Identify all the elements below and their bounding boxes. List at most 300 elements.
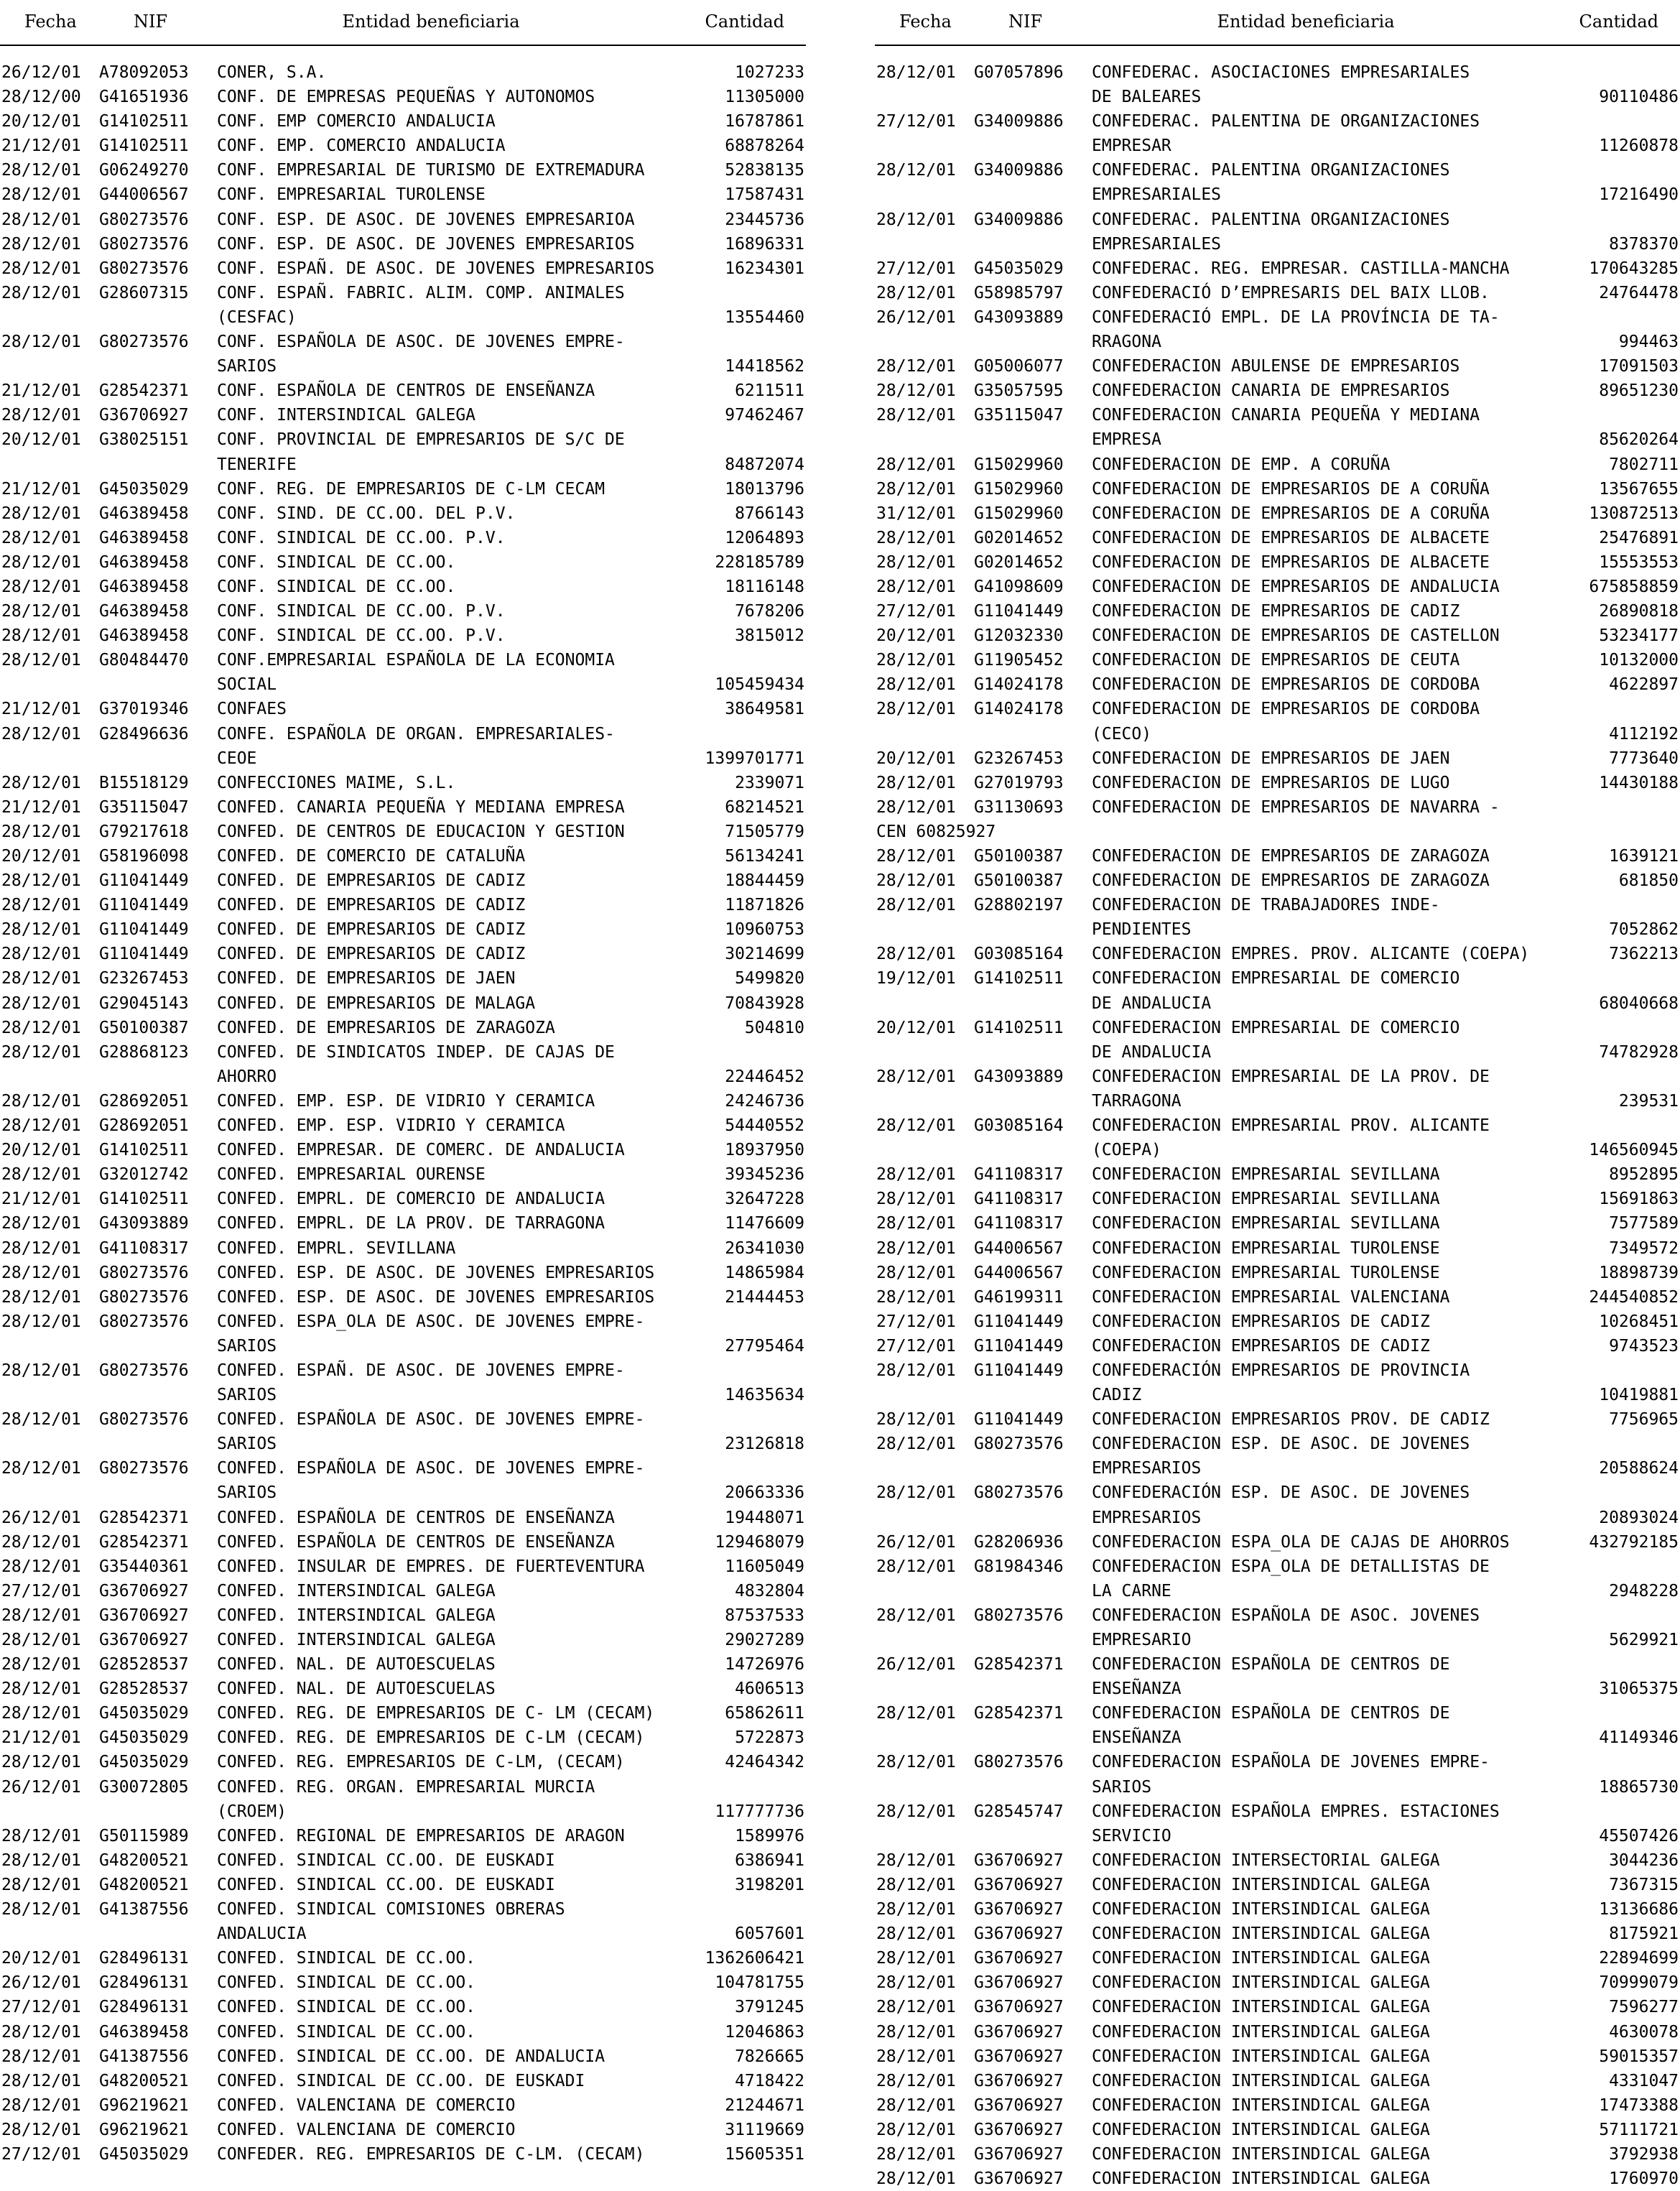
cell-fecha: 28/12/01 xyxy=(0,917,99,942)
cell-cantidad: 12046863 xyxy=(475,2020,806,2044)
cell-nif: G45035029 xyxy=(99,1750,217,1774)
cell-nif: G28496636 xyxy=(99,722,217,771)
cell-nif: G11041449 xyxy=(974,1358,1092,1407)
cell-nif: G81984346 xyxy=(974,1555,1092,1603)
table-row xyxy=(0,1016,806,1040)
cell-nif: G45035029 xyxy=(99,1701,217,1726)
cell-nif: G45035029 xyxy=(99,477,217,501)
cell-cantidad: 17473388 xyxy=(1430,2093,1680,2118)
cell-entidad: CONFEDERACION CANARIA DE EMPRESARIOS xyxy=(1092,379,1450,403)
cell-cantidad: 21244671 xyxy=(515,2093,806,2118)
table-row xyxy=(0,2093,806,2118)
cell-nif: G44006567 xyxy=(974,1261,1092,1285)
cell-cantidad: 23445736 xyxy=(635,208,806,232)
cell-entidad: CONFED. EMPRL. SEVILLANA xyxy=(217,1236,455,1261)
cell-cantidad: 228185789 xyxy=(455,550,806,575)
table-row xyxy=(875,379,1680,403)
cell-nif: G28545747 xyxy=(974,1799,1092,1848)
cell-fecha: 28/12/01 xyxy=(875,1261,974,1285)
cell-entidad: CONFEDERACION INTERSINDICAL GALEGA xyxy=(1092,1946,1430,1970)
cell-cantidad: 3791245 xyxy=(475,1995,806,2019)
cell-cantidad: 129468079 xyxy=(615,1530,806,1555)
cell-nif: G41108317 xyxy=(974,1211,1092,1236)
cell-fecha: 20/12/01 xyxy=(0,1946,99,1970)
cell-fecha: 28/12/01 xyxy=(0,2118,99,2142)
cell-nif: G44006567 xyxy=(974,1236,1092,1261)
cell-fecha: 28/12/01 xyxy=(0,2093,99,2118)
cell-cantidad: 7756965 xyxy=(1490,1407,1680,1432)
cell-entidad: CONFEDERACION EMPRESARIAL TUROLENSE xyxy=(1092,1261,1440,1285)
table-row xyxy=(0,1628,806,1652)
cell-fecha: 21/12/01 xyxy=(0,1726,99,1750)
cell-nif: G80273576 xyxy=(99,1407,217,1456)
table-row xyxy=(0,942,806,966)
cell-cantidad: 20588624 xyxy=(1470,1456,1680,1481)
cell-fecha: 28/12/01 xyxy=(0,722,99,771)
cell-nif: G32012742 xyxy=(99,1162,217,1187)
cell-cantidad: 13567655 xyxy=(1490,477,1680,501)
cell-cantidad: 15691863 xyxy=(1440,1187,1680,1211)
table-row xyxy=(875,672,1680,697)
cell-fecha: 28/12/01 xyxy=(875,672,974,697)
cell-entidad: CONFED. CANARIA PEQUEÑA Y MEDIANA EMPRESA xyxy=(217,795,625,820)
cell-nif: G31130693 xyxy=(974,795,1092,820)
cell-cantidad: 84872074 xyxy=(625,453,806,477)
cell-entidad: CONFED. SINDICAL DE CC.OO. DE EUSKADI xyxy=(217,2069,585,2093)
table-row xyxy=(875,2069,1680,2093)
cell-fecha: 28/12/01 xyxy=(875,1407,974,1432)
cell-fecha: 28/12/00 xyxy=(0,85,99,109)
cell-entidad: CONFEDERACION DE EMPRESARIOS DE CORDOBA xyxy=(1092,672,1480,697)
cell-entidad: CONFED. INSULAR DE EMPRES. DE FUERTEVENTURA xyxy=(217,1555,644,1579)
table-row xyxy=(0,1579,806,1603)
cell-nif: G11041449 xyxy=(99,868,217,893)
cell-fecha: 28/12/01 xyxy=(875,697,974,746)
table-row xyxy=(875,1922,1680,1946)
cell-fecha: 28/12/01 xyxy=(0,1897,99,1946)
table-row xyxy=(0,991,806,1016)
cell-fecha: 28/12/01 xyxy=(875,1873,974,1897)
cell-fecha: 28/12/01 xyxy=(875,1750,974,1799)
cell-entidad: CONFEDERACION INTERSINDICAL GALEGA xyxy=(1092,2020,1430,2044)
cell-entidad: CONFEDERACION INTERSECTORIAL GALEGA xyxy=(1092,1848,1440,1873)
cell-fecha: 28/12/01 xyxy=(0,256,99,281)
cell-cantidad: 1760970 xyxy=(1430,2167,1680,2191)
cell-cantidad: 39345236 xyxy=(486,1162,806,1187)
table-row xyxy=(0,1407,806,1456)
cell-nif: G28496131 xyxy=(99,1946,217,1970)
table-row xyxy=(875,109,1680,158)
cell-entidad: CONFAES xyxy=(217,697,287,721)
cell-nif: G34009886 xyxy=(974,158,1092,207)
cell-cantidad: 17091503 xyxy=(1459,354,1680,379)
cell-entidad: CONFED. SINDICAL DE CC.OO. xyxy=(217,1995,475,2019)
table-row xyxy=(0,232,806,256)
cell-fecha: 21/12/01 xyxy=(0,134,99,158)
cell-fecha: 28/12/01 xyxy=(875,1970,974,1995)
cell-fecha: 28/12/01 xyxy=(875,1162,974,1187)
cell-cantidad: 1639121 xyxy=(1490,844,1680,868)
cell-nif: G03085164 xyxy=(974,942,1092,966)
cell-entidad: CONFED. EMPRESAR. DE COMERC. DE ANDALUCIA xyxy=(217,1138,625,1162)
cell-entidad: CONFEDER. REG. EMPRESARIOS DE C-LM. (CECAM) xyxy=(217,2142,644,2167)
cell-fecha: 28/12/01 xyxy=(0,624,99,648)
cell-fecha: 28/12/01 xyxy=(875,1922,974,1946)
cell-entidad: CONF. EMPRESARIAL TUROLENSE xyxy=(217,182,486,207)
cell-cantidad: 31119669 xyxy=(515,2118,806,2142)
table-row xyxy=(875,1285,1680,1310)
cell-nif: G48200521 xyxy=(99,2069,217,2093)
cell-continuation: CEN 60825927 xyxy=(875,820,1680,844)
cell-cantidad: 70999079 xyxy=(1430,1970,1680,1995)
cell-cantidad: 97462467 xyxy=(475,403,806,427)
cell-fecha: 28/12/01 xyxy=(875,1603,974,1652)
cell-nif: G14102511 xyxy=(99,134,217,158)
cell-fecha: 28/12/01 xyxy=(0,232,99,256)
table-row xyxy=(0,893,806,917)
cell-nif: G11041449 xyxy=(99,917,217,942)
table-row xyxy=(875,1187,1680,1211)
table-row xyxy=(875,1652,1680,1701)
cell-fecha: 28/12/01 xyxy=(875,2093,974,2118)
cell-nif: G14024178 xyxy=(974,672,1092,697)
cell-nif: G36706927 xyxy=(974,2069,1092,2093)
table-row xyxy=(875,1848,1680,1873)
cell-entidad: CONF. ESP. DE ASOC. DE JOVENES EMPRESARIOA xyxy=(217,208,635,232)
cell-entidad: CONF. ESPAÑOLA DE CENTROS DE ENSEÑANZA xyxy=(217,379,595,403)
cell-cantidad: 14726976 xyxy=(496,1652,806,1677)
cell-entidad: CONFEDERACION ESPAÑOLA DE JOVENES EMPRE- SARIOS xyxy=(1092,1750,1490,1799)
cell-entidad: CONFEDERACION INTERSINDICAL GALEGA xyxy=(1092,2044,1430,2069)
cell-cantidad: 31065375 xyxy=(1450,1677,1680,1701)
table-row xyxy=(0,477,806,501)
header-nif: NIF xyxy=(134,11,167,32)
cell-entidad: CONFEDERAC. PALENTINA DE ORGANIZACIONES EMPRESAR xyxy=(1092,109,1480,158)
cell-entidad: CONER, S.A. xyxy=(217,60,326,85)
table-row xyxy=(0,1970,806,1995)
cell-nif: G43093889 xyxy=(99,1211,217,1236)
cell-entidad: CONFEDERACION EMPRES. PROV. ALICANTE (COEPA) xyxy=(1092,942,1529,966)
cell-fecha: 31/12/01 xyxy=(875,501,974,526)
cell-nif: G36706927 xyxy=(974,2044,1092,2069)
cell-entidad: CONF. ESP. DE ASOC. DE JOVENES EMPRESARIOS xyxy=(217,232,635,256)
cell-entidad: CONFED. DE EMPRESARIOS DE MALAGA xyxy=(217,991,535,1016)
cell-nif: G28802197 xyxy=(974,893,1092,942)
cell-entidad: CONFEDERACION DE EMPRESARIOS DE CEUTA xyxy=(1092,648,1459,672)
cell-fecha: 28/12/01 xyxy=(0,1358,99,1407)
cell-nif: G07057896 xyxy=(974,60,1092,109)
cell-nif: G15029960 xyxy=(974,501,1092,526)
cell-cantidad: 87537533 xyxy=(496,1603,806,1628)
cell-nif: G80273576 xyxy=(974,1750,1092,1799)
cell-nif: G34009886 xyxy=(974,109,1092,158)
cell-cantidad: 7596277 xyxy=(1430,1995,1680,2019)
cell-fecha: 21/12/01 xyxy=(0,1187,99,1211)
cell-nif: G14102511 xyxy=(974,966,1092,1015)
cell-nif: G28528537 xyxy=(99,1652,217,1677)
cell-fecha: 20/12/01 xyxy=(0,427,99,476)
cell-cantidad: 14430188 xyxy=(1450,771,1680,795)
table-row xyxy=(0,182,806,207)
cell-cantidad: 5499820 xyxy=(515,966,806,991)
cell-nif: G80273576 xyxy=(99,208,217,232)
cell-nif: G48200521 xyxy=(99,1873,217,1897)
cell-fecha: 20/12/01 xyxy=(0,1138,99,1162)
cell-nif: G36706927 xyxy=(974,2142,1092,2167)
cell-cantidad: 10419881 xyxy=(1470,1383,1680,1407)
table-row xyxy=(875,305,1680,354)
cell-fecha: 28/12/01 xyxy=(875,1799,974,1848)
cell-cantidad: 18013796 xyxy=(605,477,806,501)
cell-fecha: 28/12/01 xyxy=(875,208,974,256)
table-row xyxy=(0,281,806,330)
cell-cantidad: 11260878 xyxy=(1480,134,1680,158)
cell-cantidad: 41149346 xyxy=(1450,1726,1680,1750)
cell-cantidad: 6057601 xyxy=(565,1922,806,1946)
cell-nif: G28206936 xyxy=(974,1530,1092,1555)
cell-cantidad: 74782928 xyxy=(1459,1040,1680,1065)
cell-nif: G41108317 xyxy=(974,1187,1092,1211)
cell-fecha: 28/12/01 xyxy=(875,1555,974,1603)
cell-fecha: 28/12/01 xyxy=(0,1848,99,1873)
table-row xyxy=(875,844,1680,868)
cell-nif: G96219621 xyxy=(99,2118,217,2142)
cell-entidad: CONFED. REGIONAL DE EMPRESARIOS DE ARAGON xyxy=(217,1824,625,1848)
cell-fecha: 28/12/01 xyxy=(875,2167,974,2191)
cell-entidad: CONFED. ESPAÑOLA DE CENTROS DE ENSEÑANZA xyxy=(217,1530,615,1555)
cell-entidad: CONFED. VALENCIANA DE COMERCIO xyxy=(217,2093,515,2118)
cell-nif: G35440361 xyxy=(99,1555,217,1579)
cell-nif: G58196098 xyxy=(99,844,217,868)
table-row xyxy=(875,893,1680,942)
cell-fecha: 20/12/01 xyxy=(875,624,974,648)
cell-cantidad: 104781755 xyxy=(475,1970,806,1995)
cell-nif: G43093889 xyxy=(974,1065,1092,1113)
cell-nif: G46389458 xyxy=(99,526,217,550)
table-row xyxy=(875,746,1680,771)
cell-entidad: CONFED. DE EMPRESARIOS DE ZARAGOZA xyxy=(217,1016,555,1040)
cell-fecha: 27/12/01 xyxy=(875,109,974,158)
cell-fecha: 28/12/01 xyxy=(0,182,99,207)
cell-cantidad: 1589976 xyxy=(625,1824,806,1848)
cell-nif: G38025151 xyxy=(99,427,217,476)
cell-nif: G28542371 xyxy=(99,1530,217,1555)
table-row xyxy=(875,599,1680,624)
cell-cantidad: 4112192 xyxy=(1480,722,1680,746)
cell-fecha: 21/12/01 xyxy=(0,379,99,403)
cell-entidad: CONFEDERACION INTERSINDICAL GALEGA xyxy=(1092,2118,1430,2142)
cell-cantidad: 45507426 xyxy=(1500,1824,1680,1848)
cell-entidad: CONFEDERACION INTERSINDICAL GALEGA xyxy=(1092,2093,1430,2118)
cell-cantidad: 14635634 xyxy=(625,1383,806,1407)
cell-nif: G28542371 xyxy=(974,1652,1092,1701)
cell-cantidad: 244540852 xyxy=(1450,1285,1680,1310)
cell-cantidad: 11305000 xyxy=(595,85,806,109)
cell-entidad: CONFEDERAC. ASOCIACIONES EMPRESARIALES DE BALEARES xyxy=(1092,60,1470,109)
cell-cantidad: 146560945 xyxy=(1490,1138,1680,1162)
table-row xyxy=(0,158,806,182)
cell-fecha: 28/12/01 xyxy=(875,1995,974,2019)
cell-nif: G28692051 xyxy=(99,1089,217,1113)
cell-cantidad: 18844459 xyxy=(525,868,806,893)
cell-fecha: 28/12/01 xyxy=(0,1236,99,1261)
cell-cantidad: 53234177 xyxy=(1500,624,1680,648)
cell-entidad: CONF. ESPAÑ. DE ASOC. DE JOVENES EMPRESARIOS xyxy=(217,256,654,281)
table-row xyxy=(875,2093,1680,2118)
cell-nif: G45035029 xyxy=(99,1726,217,1750)
cell-fecha: 27/12/01 xyxy=(875,599,974,624)
table-row xyxy=(0,1285,806,1310)
cell-nif: G80273576 xyxy=(974,1481,1092,1529)
cell-entidad: CONFEDERACION EMPRESARIAL SEVILLANA xyxy=(1092,1162,1440,1187)
cell-cantidad: 13136686 xyxy=(1430,1897,1680,1922)
cell-fecha: 28/12/01 xyxy=(0,403,99,427)
table-row xyxy=(0,1946,806,1970)
table-row xyxy=(875,1261,1680,1285)
table-row xyxy=(875,1113,1680,1162)
cell-nif: G41387556 xyxy=(99,1897,217,1946)
table-row xyxy=(875,2020,1680,2044)
right-column xyxy=(875,0,1680,2191)
table-row xyxy=(0,60,806,85)
cell-fecha: 27/12/01 xyxy=(0,1995,99,2019)
cell-fecha: 27/12/01 xyxy=(875,1310,974,1334)
cell-entidad: CONFEDERACION ESPAÑOLA EMPRES. ESTACIONES SERVICIO xyxy=(1092,1799,1500,1848)
table-row xyxy=(0,1040,806,1089)
cell-nif: G11041449 xyxy=(974,1334,1092,1358)
cell-nif: G80273576 xyxy=(99,232,217,256)
table-row xyxy=(875,795,1680,820)
cell-nif: G36706927 xyxy=(99,1579,217,1603)
cell-nif: G36706927 xyxy=(974,2020,1092,2044)
cell-cantidad: 19448071 xyxy=(615,1506,806,1530)
cell-entidad: CONFEDERACION DE EMPRESARIOS DE JAEN xyxy=(1092,746,1450,771)
table-row-continuation xyxy=(875,820,1680,844)
cell-entidad: CONFED. REG. EMPRESARIOS DE C-LM, (CECAM) xyxy=(217,1750,625,1774)
cell-entidad: CONFEDERACION EMPRESARIAL PROV. ALICANTE (COEPA) xyxy=(1092,1113,1490,1162)
cell-cantidad: 1399701771 xyxy=(615,746,806,771)
cell-fecha: 28/12/01 xyxy=(0,1211,99,1236)
cell-cantidad: 16787861 xyxy=(496,109,806,134)
table-row xyxy=(0,624,806,648)
cell-fecha: 28/12/01 xyxy=(875,1285,974,1310)
cell-entidad: CONF. SINDICAL DE CC.OO. P.V. xyxy=(217,624,506,648)
cell-cantidad: 15605351 xyxy=(644,2142,806,2167)
cell-entidad: CONF. SINDICAL DE CC.OO. P.V. xyxy=(217,526,506,550)
cell-cantidad: 52838135 xyxy=(644,158,806,182)
cell-fecha: 28/12/01 xyxy=(0,1407,99,1456)
table-row xyxy=(0,1358,806,1407)
cell-cantidad: 11605049 xyxy=(644,1555,806,1579)
table-row xyxy=(0,1211,806,1236)
cell-entidad: CONFED. VALENCIANA DE COMERCIO xyxy=(217,2118,515,2142)
cell-fecha: 28/12/01 xyxy=(0,2044,99,2069)
cell-nif: G80273576 xyxy=(99,330,217,379)
cell-entidad: CONF. DE EMPRESAS PEQUEÑAS Y AUTONOMOS xyxy=(217,85,595,109)
table-row xyxy=(0,1530,806,1555)
header-fecha: Fecha xyxy=(24,11,77,32)
cell-nif: G28868123 xyxy=(99,1040,217,1089)
header-fecha: Fecha xyxy=(899,11,952,32)
cell-fecha: 28/12/01 xyxy=(875,1481,974,1529)
cell-entidad: CONFEDERACION CANARIA PEQUEÑA Y MEDIANA EMPRESA xyxy=(1092,403,1480,452)
cell-fecha: 20/12/01 xyxy=(0,844,99,868)
table-body-left xyxy=(0,60,806,2167)
cell-entidad: CONFEDERACION DE EMPRESARIOS DE ALBACETE xyxy=(1092,526,1490,550)
table-row xyxy=(0,1236,806,1261)
table-row xyxy=(0,697,806,721)
table-header-right xyxy=(875,0,1680,46)
cell-nif: G80273576 xyxy=(99,1261,217,1285)
cell-entidad: CONFEDERACION EMPRESARIAL VALENCIANA xyxy=(1092,1285,1450,1310)
cell-fecha: 28/12/01 xyxy=(0,158,99,182)
cell-entidad: CONFED. ESP. DE ASOC. DE JOVENES EMPRESARIOS xyxy=(217,1261,654,1285)
cell-nif: G80273576 xyxy=(99,1358,217,1407)
table-row xyxy=(0,2142,806,2167)
cell-nif: G02014652 xyxy=(974,526,1092,550)
cell-cantidad: 504810 xyxy=(555,1016,806,1040)
table-row xyxy=(875,575,1680,599)
cell-nif: G44006567 xyxy=(99,182,217,207)
cell-fecha: 28/12/01 xyxy=(875,379,974,403)
cell-fecha: 28/12/01 xyxy=(875,771,974,795)
cell-cantidad: 13554460 xyxy=(625,305,806,330)
cell-fecha: 28/12/01 xyxy=(875,844,974,868)
cell-fecha: 19/12/01 xyxy=(875,966,974,1015)
cell-fecha: 28/12/01 xyxy=(0,1162,99,1187)
cell-cantidad: 27795464 xyxy=(644,1334,806,1358)
cell-nif: G11041449 xyxy=(974,1310,1092,1334)
table-row xyxy=(0,501,806,526)
table-row xyxy=(0,403,806,427)
header-cantidad: Cantidad xyxy=(705,11,784,32)
table-row xyxy=(0,1775,806,1824)
table-row xyxy=(875,2044,1680,2069)
cell-fecha: 28/12/01 xyxy=(0,1530,99,1555)
table-row xyxy=(0,648,806,697)
cell-entidad: CONFEDERACION EMPRESARIOS DE CADIZ xyxy=(1092,1334,1430,1358)
table-row xyxy=(0,820,806,844)
cell-entidad: CONF. PROVINCIAL DE EMPRESARIOS DE S/C DE TENERIFE xyxy=(217,427,625,476)
cell-entidad: CONFED. INTERSINDICAL GALEGA xyxy=(217,1603,496,1628)
table-row xyxy=(875,354,1680,379)
cell-entidad: CONFEDERACION DE EMPRESARIOS DE LUGO xyxy=(1092,771,1450,795)
table-row xyxy=(0,1456,806,1505)
table-row xyxy=(875,1358,1680,1407)
cell-nif: G30072805 xyxy=(99,1775,217,1824)
cell-fecha: 28/12/01 xyxy=(875,1432,974,1481)
cell-entidad: CONF. ESPAÑ. FABRIC. ALIM. COMP. ANIMALES (CESFAC) xyxy=(217,281,625,330)
cell-fecha: 20/12/01 xyxy=(875,1016,974,1065)
cell-cantidad: 90110486 xyxy=(1470,85,1680,109)
cell-cantidad: 14865984 xyxy=(654,1261,806,1285)
cell-entidad: CONFEDERACION ESPAÑOLA DE CENTROS DE ENSEÑANZA xyxy=(1092,1652,1450,1701)
cell-cantidad: 16896331 xyxy=(635,232,806,256)
cell-cantidad: 4630078 xyxy=(1430,2020,1680,2044)
left-column xyxy=(0,0,806,2167)
cell-entidad: CONF. SINDICAL DE CC.OO. xyxy=(217,575,455,599)
cell-cantidad: 8952895 xyxy=(1440,1162,1680,1187)
cell-nif: G36706927 xyxy=(99,1603,217,1628)
table-row xyxy=(0,550,806,575)
cell-cantidad: 8766143 xyxy=(515,501,806,526)
cell-fecha: 28/12/01 xyxy=(0,1310,99,1358)
table-row xyxy=(0,1261,806,1285)
cell-entidad: CONFED. DE CENTROS DE EDUCACION Y GESTION xyxy=(217,820,625,844)
cell-cantidad: 14418562 xyxy=(625,354,806,379)
cell-fecha: 28/12/01 xyxy=(0,526,99,550)
cell-nif: G14102511 xyxy=(99,1187,217,1211)
